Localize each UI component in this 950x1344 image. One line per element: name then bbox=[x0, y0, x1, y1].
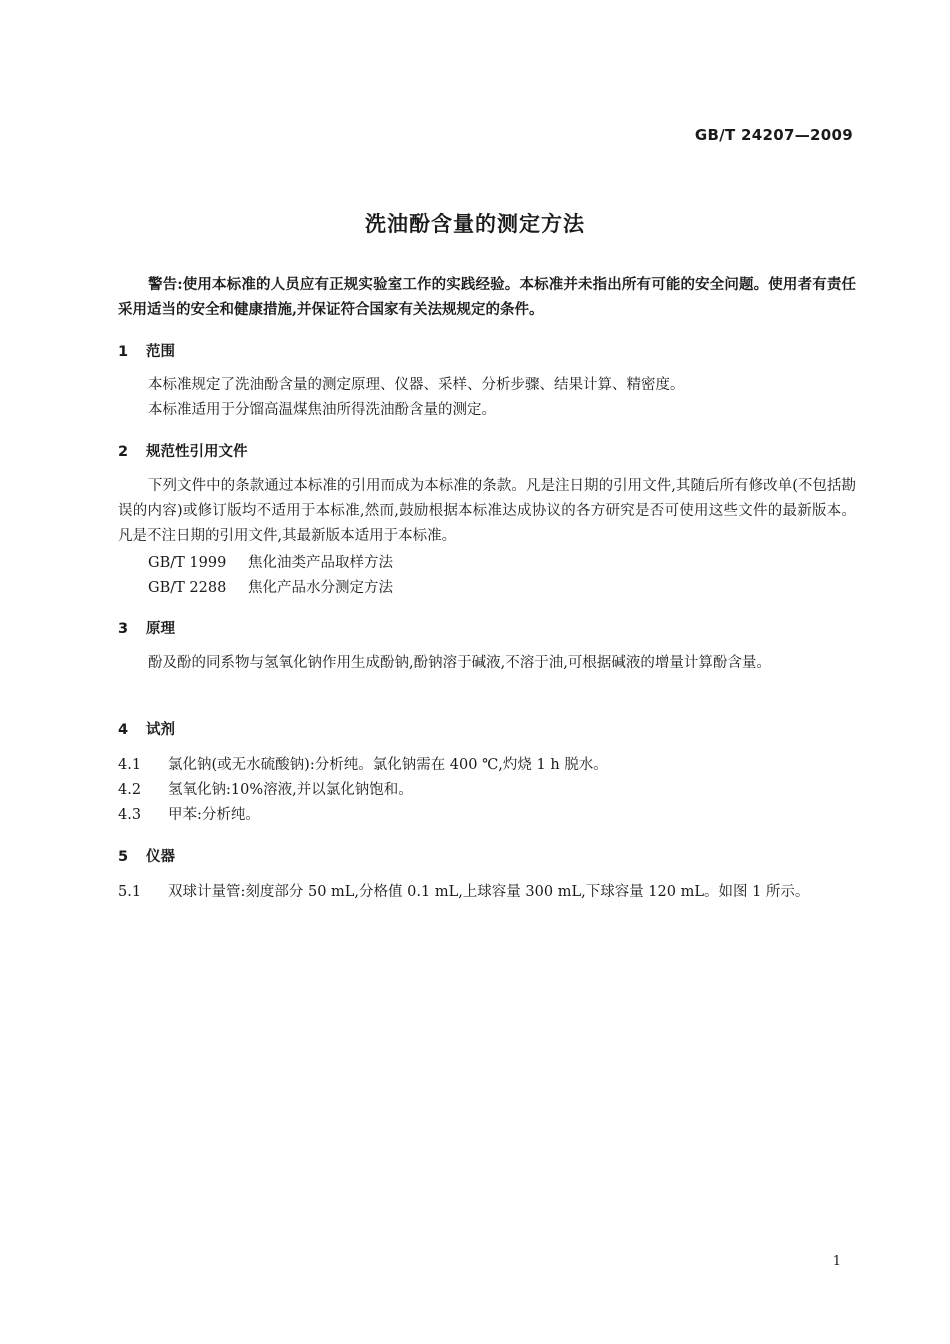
section-heading-principle bbox=[118, 617, 175, 638]
section-number: 5 bbox=[118, 849, 129, 865]
reagent-item bbox=[118, 803, 260, 824]
section-heading-normative-references bbox=[118, 440, 248, 461]
section-heading-scope bbox=[118, 340, 175, 361]
scope-paragraph-1: 本标准规定了洗油酚含量的测定原理、仪器、采样、分析步骤、结果计算、精密度。 bbox=[148, 377, 685, 393]
principle-paragraph: 酚及酚的同系物与氢氧化钠作用生成酚钠,酚钠溶于碱液,不溶于油,可根据碱液的增量计算酚含量。 bbox=[148, 655, 771, 671]
item-number: 4.3 bbox=[118, 807, 142, 823]
document-title: 洗油酚含量的测定方法 bbox=[365, 212, 585, 236]
section-title: 试剂 bbox=[146, 722, 175, 738]
item-text: 甲苯:分析纯。 bbox=[168, 807, 260, 823]
scope-paragraph-2: 本标准适用于分馏高温煤焦油所得洗油酚含量的测定。 bbox=[148, 402, 496, 418]
item-text: 氢氧化钠:10%溶液,并以氯化钠饱和。 bbox=[168, 782, 413, 798]
section-heading-reagents bbox=[118, 718, 175, 739]
section-number: 1 bbox=[118, 344, 129, 360]
reference-item bbox=[148, 576, 393, 597]
section-title: 原理 bbox=[146, 621, 175, 637]
reagent-item bbox=[118, 753, 608, 774]
section-title: 范围 bbox=[146, 344, 175, 360]
reference-item bbox=[148, 551, 393, 572]
section-heading-apparatus bbox=[118, 845, 175, 866]
reference-name: 焦化油类产品取样方法 bbox=[248, 555, 393, 571]
item-number: 4.2 bbox=[118, 782, 142, 798]
item-text: 氯化钠(或无水硫酸钠):分析纯。氯化钠需在 400 ℃,灼烧 1 h 脱水。 bbox=[168, 757, 608, 773]
item-number: 4.1 bbox=[118, 757, 142, 773]
section-title: 规范性引用文件 bbox=[146, 444, 248, 460]
section-number: 4 bbox=[118, 722, 129, 738]
reference-name: 焦化产品水分测定方法 bbox=[248, 580, 393, 596]
item-text: 双球计量管:刻度部分 50 mL,分格值 0.1 mL,上球容量 300 mL,下球容量 120 mL。如图 1 所示。 bbox=[168, 884, 810, 900]
reference-code: GB/T 2288 bbox=[148, 580, 227, 596]
reference-code: GB/T 1999 bbox=[148, 555, 227, 571]
references-paragraph: 下列文件中的条款通过本标准的引用而成为本标准的条款。凡是注日期的引用文件,其随后所有修改单(不包括勘误的内容)或修订版均不适用于本标准,然而,鼓励根据本标准达成协议的各方研究是否可使用这些文件的最新版本。凡是不注日期的引用文件,其最新版本适用于本标准。 bbox=[118, 478, 856, 544]
apparatus-item bbox=[118, 880, 856, 905]
reagent-item bbox=[118, 778, 413, 799]
section-title: 仪器 bbox=[146, 849, 175, 865]
standard-number: GB/T 24207—2009 bbox=[694, 126, 853, 144]
section-number: 3 bbox=[118, 621, 129, 637]
warning-paragraph: 警告:使用本标准的人员应有正规实验室工作的实践经验。本标准并未指出所有可能的安全问题。使用者有责任采用适当的安全和健康措施,并保证符合国家有关法规规定的条件。 bbox=[118, 276, 856, 318]
page-number: 1 bbox=[832, 1254, 841, 1269]
section-number: 2 bbox=[118, 444, 129, 460]
item-number: 5.1 bbox=[118, 884, 142, 900]
